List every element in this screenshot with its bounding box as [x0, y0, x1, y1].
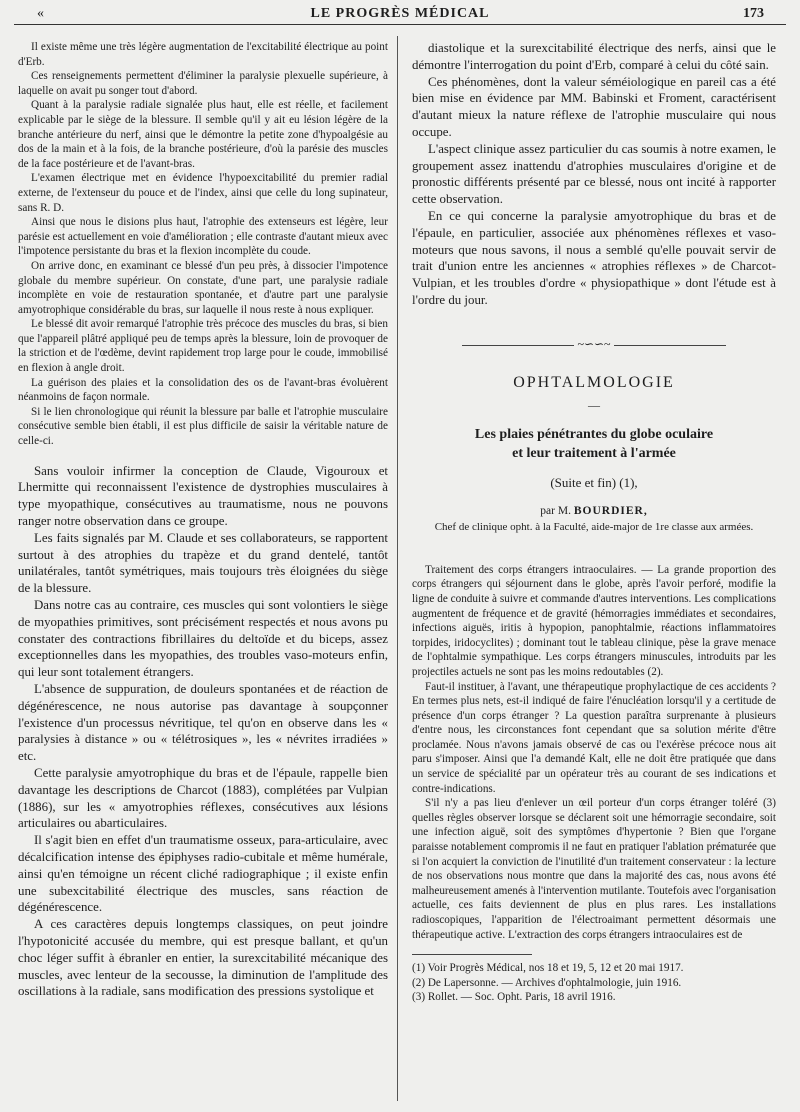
discussion	[18, 463, 388, 1001]
footnote: (3) Rollet. — Soc. Opht. Paris, 18 avril 1916.	[412, 991, 616, 1004]
byline	[412, 505, 776, 517]
spacer	[18, 449, 388, 463]
paragraph: A ces caractères depuis longtemps classiques, on peut joindre l'hypotonicité accusée du membre, qui est presque ballant, et qu'un choc léger suffit à ébranler en entier, la surexcitabilité mécanique des muscles, avec lenteur de la secousse, la diminution de l'amplitude des oscillations à la radiale, sans modification des pressions systolique et	[18, 917, 388, 999]
paragraph: Il s'agit bien en effet d'un traumatisme osseux, para-articulaire, avec décalcification intense des épiphyses radio-cubitale et même humérale, ainsi qu'en témoigne un récent cliché radiographique ; il existe enfin une subexcitabilité électrique des muscles, sans réaction de dégénérescence.	[18, 833, 388, 915]
paragraph: L'aspect clinique assez particulier du cas soumis à notre examen, le groupement assez inattendu d'atrophies musculaires d'origine et de pronostic différents présenté par ce blessé, nous ont incité à rapporter cette observation.	[412, 141, 776, 207]
article-body	[412, 563, 776, 1005]
column-divider	[397, 36, 398, 1101]
section-dash: —	[588, 397, 600, 412]
left-column	[18, 40, 388, 1000]
paragraph: L'absence de suppuration, de douleurs spontanées et de réaction de dégénérescence, ne nous autorise pas davantage à soupçonner l'existence d'un processus névritique, tel qu'on en observe dans les « paralysies à distance » ou « télétrosiques », les « névrites irradiées » etc.	[18, 681, 388, 764]
paragraph: Il existe même une très légère augmentation de l'excitabilité électrique au point d'Erb.	[18, 41, 388, 68]
page-header	[0, 0, 800, 26]
paragraph: Ces renseignements permettent d'éliminer la paralysie plexuelle supérieure, à laquelle on avait pu songer tout d'abord.	[18, 70, 388, 97]
article-title-line: Les plaies pénétrantes du globe oculaire	[474, 426, 714, 442]
page-number: 173	[743, 6, 764, 21]
paragraph: Dans notre cas au contraire, ces muscles qui sont volontiers le siège de myopathies primitives, sont précisément respectés et nous avons pu constater des contractions fibrillaires du deltoïde et du biceps, assez exceptionnelles dans les myopathies, des troubles vaso-moteurs enfin, qui leur sont totalement étrangers.	[18, 598, 388, 680]
article-title	[412, 425, 776, 463]
section-title: OPHTALMOLOGIE	[513, 373, 675, 391]
paragraph: Faut-il instituer, à l'avant, une thérapeutique prophylactique de ces accidents ? En termes plus nets, est-il indiqué de faire l'énucléation lorsqu'il y a certitude de présence d'un corps étranger ? La question paraîtra surprenante à plusieurs d'entre nous, les circonstances font cependant que sa solution mérite d'être proclamée. Nous n'avons jamais observé de cas ou l'exérèse précoce nous ait paru s'imposer. Ainsi que l'a demandé Kalt, elle ne doit être pratiquée que dans un service de spécialité par un opérateur très au courant de ses indications et contre-indications.	[412, 680, 776, 795]
paragraph: Sans vouloir infirmer la conception de Claude, Vigouroux et Lhermitte qui reconnaissent l'existence de dystrophies musculaires à type myopathique, consécutives au traumatisme, nous ne pouvons ranger notre observation dans ce groupe.	[18, 463, 388, 529]
ornament-line	[614, 345, 726, 346]
paragraph: L'examen électrique met en évidence l'hypoexcitabilité du premier radial externe, de l'extenseur du pouce et de l'index, ainsi que celle du long supinateur, sans R. D.	[18, 172, 388, 214]
paragraph: Ainsi que nous le disions plus haut, l'atrophie des extenseurs est légère, leur parésie est actuellement en voie d'amélioration ; elle contraste d'autant mieux avec l'impotence persistante du bras et la flexion incomplète du coude.	[18, 216, 388, 258]
byline-prefix: par M.	[540, 504, 571, 517]
paragraph: Le blessé dit avoir remarqué l'atrophie très précoce des muscles du bras, si bien que l'appareil plâtré appliqué peu de temps après la blessure, loin de provoquer de la striction et de l'œdème, devint rapidement trop large pour le coude, immobilisé en flexion à angle droit.	[18, 318, 388, 375]
header-rule	[14, 24, 786, 25]
ornament-flourish: ~∽∽~	[577, 336, 611, 351]
article-title-line: et leur traitement à l'armée	[512, 445, 676, 461]
footnote: (2) De Lapersonne. — Archives d'ophtalmologie, juin 1916.	[412, 976, 682, 989]
paragraph: En ce qui concerne la paralysie amyotrophique du bras et de l'épaule, en particulier, associée aux phénomènes réflexes et vaso-moteurs que nous savons, il nous a semblé qu'elle pouvait servir de trait d'union entre les anciennes « atrophies réflexes » de Charcot-Vulpian, et les troubles d'ordre « physiopathique » dont l'étude est à l'ordre du jour.	[412, 208, 776, 307]
article-subtitle: (Suite et fin) (1),	[550, 474, 638, 490]
paragraph: diastolique et la surexcitabilité électrique des nerfs, ainsi que le démontre l'interrogation du point d'Erb, comparé à celui du côté sain.	[412, 41, 776, 72]
paragraph: Les faits signalés par M. Claude et ses collaborateurs, se rapportent surtout à des atrophies du trapèze et du grand dentelé, tantôt unilatérales, tantôt symétriques, mais toujours très éloignées du siège de la blessure.	[18, 530, 388, 596]
right-column	[412, 40, 776, 1005]
footnote-rule	[412, 954, 532, 955]
paragraph: La guérison des plaies et la consolidation des os de l'avant-bras évoluèrent néanmoins de façon normale.	[18, 376, 388, 404]
paragraph: Cette paralysie amyotrophique du bras et de l'épaule, rappelle bien davantage les descriptions de Charcot (1883), complétées par Vulpian (1886), sur les « amyotrophies réflexes, consécutives aux lésions articulaires ou abarticulaires.	[18, 765, 388, 831]
paragraph: Si le lien chronologique qui réunit la blessure par balle et l'atrophie musculaire consécutive semble bien établi, il est plus difficile de saisir la véritable nature de celle-ci.	[18, 405, 388, 448]
ornament-line	[462, 345, 574, 346]
section-ornament	[412, 337, 776, 352]
author-name: BOURDIER,	[573, 504, 648, 517]
paragraph: Quant à la paralysie radiale signalée plus haut, elle est réelle, et facilement explicable par le siège de la blessure. Il semble qu'il y ait eu lésion légère de la branche antérieure du nerf, ainsi que le démontre la petite zone d'hypoalgésie au dos de la main et à la fois, de la branche postérieure, d'où la parésie des muscles de la face postérieure et de l'avant-bras.	[18, 99, 388, 170]
paragraph: On arrive donc, en examinant ce blessé d'un peu près, à dissocier l'impotence globale du membre supérieur. On constate, d'une part, une paralysie radiale incomplète en voie de restauration spontanée, et d'autre part une paralysie amyotrophique considérable du bras, sur laquelle il nous reste à nous expliquer.	[18, 259, 388, 316]
author-affiliation: Chef de clinique opht. à la Faculté, aide-major de 1re classe aux armées.	[434, 520, 754, 533]
paragraph: Ces phénomènes, dont la valeur séméiologique en pareil cas a été bien mise en évidence par MM. Babinski et Froment, caractérisent d'autant mieux la nature réflexe de l'atrophie musculaire qui nous occupe.	[412, 74, 776, 139]
case-notes	[18, 40, 388, 449]
left-margin-mark: «	[37, 6, 44, 21]
paragraph: Traitement des corps étrangers intraoculaires. — La grande proportion des corps étrangers qui séjournent dans le globe, après l'avoir perforé, modifie la ligne de conduite à suivre et commande d'autres interventions. Les complications augmentent de fréquence et de gravité (hémorragies immédiates et secondaires, infections aiguës, iritis à hypopion, panophtalmie, réactions inflammatoires torpides, iridocyclites) ; dominant tout le tableau clinique, pèse la grave menace de l'ophtalmie sympathique. Les corps étrangers minuscules, introduits par les projectiles actuels ne sont pas les moins redoutables (2).	[412, 563, 776, 678]
paragraph: S'il n'y a pas lieu d'enlever un œil porteur d'un corps étranger toléré (3) quelles règles observer lorsque se déclarent soit une hémorragie secondaire, soit une infection aiguë, soit des symptômes d'hypertonie ? Bien que l'organe paraisse notablement compromis il ne faut en pratiquer l'ablation prématurée que si l'on acquiert la conviction de l'inutilité d'un traitement conservateur : la lecture de nos observations nous montre que dans la majorité des cas, nous avons été malheureusement amenés à l'intervention mutilante. Toutefois avec l'organisation actuelle, ces faits deviennent de plus en plus rares. Les installations radioscopiques, l'apparition de l'électroaimant permettent désormais une thérapeutique active. L'extraction des corps étrangers intraoculaires est de	[412, 797, 776, 941]
running-title: LE PROGRÈS MÉDICAL	[310, 6, 490, 21]
footnote: (1) Voir Progrès Médical, nos 18 et 19, 5, 12 et 20 mai 1917.	[412, 962, 684, 975]
discussion-end	[412, 40, 776, 309]
